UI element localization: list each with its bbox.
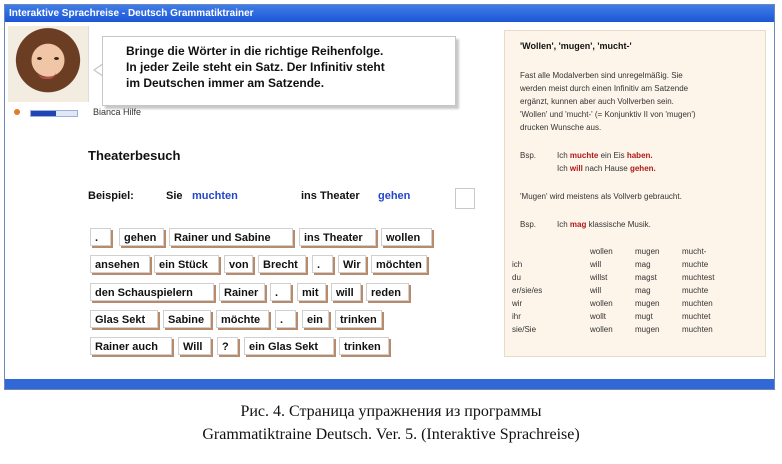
conj-form: mugen	[635, 299, 660, 308]
example-verb: haben.	[626, 151, 653, 160]
word-tile[interactable]: Sabine	[163, 310, 211, 328]
grammar-panel	[504, 30, 766, 357]
word-tile[interactable]: .	[90, 228, 111, 246]
word-tile[interactable]: .	[275, 310, 296, 328]
assistant-status	[14, 108, 92, 117]
conj-pronoun: sie/Sie	[512, 325, 537, 334]
example-word: Sie	[166, 190, 183, 202]
word-tile[interactable]: Rainer	[219, 283, 265, 301]
status-bar	[5, 379, 774, 389]
example-word: ins Theater	[301, 190, 360, 202]
word-tile[interactable]: ansehen	[90, 255, 150, 273]
conj-form: mugen	[635, 325, 660, 334]
example-text	[557, 164, 656, 173]
example-word: klassische Musik.	[588, 220, 651, 229]
word-tile[interactable]: Rainer auch	[90, 337, 172, 355]
exercise-title: Theaterbesuch	[88, 148, 181, 163]
word-tile[interactable]: möchte	[216, 310, 269, 328]
word-tile[interactable]: will	[331, 283, 361, 301]
answer-check-box[interactable]	[455, 188, 475, 209]
instruction-line: im Deutschen immer am Satzende.	[126, 76, 325, 90]
instruction-line: Bringe die Wörter in die richtige Reihenfolge.	[126, 44, 384, 58]
conj-pronoun: ihr	[512, 312, 521, 321]
figure-caption	[0, 400, 782, 446]
avatar-eye	[54, 57, 59, 60]
conj-form: magst	[635, 273, 657, 282]
conj-form: mag	[635, 260, 651, 269]
progress-bar	[30, 110, 78, 117]
example-label: Bsp.	[520, 151, 537, 160]
example-word: Ich	[557, 164, 568, 173]
conj-pronoun: wir	[512, 299, 523, 308]
word-tile[interactable]: Rainer und Sabine	[169, 228, 293, 246]
instruction-text	[126, 43, 446, 91]
conj-pronoun: du	[512, 273, 521, 282]
conj-form: mugt	[635, 312, 653, 321]
caption-line: Grammatiktraine Deutsch. Ver. 5. (Interaktive Sprachreise)	[202, 426, 580, 443]
conj-header: mucht-	[682, 247, 707, 256]
grammar-text: Fast alle Modalverben sind unregelmäßig. Sie	[520, 71, 683, 80]
example-word: nach Hause	[585, 164, 628, 173]
conj-pronoun: ich	[512, 260, 523, 269]
word-tile[interactable]: reden	[366, 283, 409, 301]
grammar-text: 'Mugen' wird meistens als Vollverb gebraucht.	[520, 192, 682, 201]
app-window	[4, 4, 775, 390]
avatar-eye	[37, 57, 42, 60]
word-tile[interactable]: Glas Sekt	[90, 310, 158, 328]
example-word: gehen	[378, 190, 411, 202]
grammar-title: 'Wollen', 'mugen', 'mucht-'	[520, 41, 632, 51]
conj-form: will	[590, 286, 602, 295]
word-tile[interactable]: den Schauspielern	[90, 283, 214, 301]
word-tile[interactable]: ?	[217, 337, 238, 355]
example-text	[557, 220, 651, 229]
grammar-text: drucken Wunsche aus.	[520, 123, 602, 132]
word-tile[interactable]: .	[270, 283, 291, 301]
avatar-mouth	[38, 72, 56, 79]
conj-form: muchte	[682, 286, 709, 295]
example-word: muchten	[192, 190, 238, 202]
conj-form: willst	[590, 273, 608, 282]
word-tile[interactable]: möchten	[371, 255, 427, 273]
word-tile[interactable]: ein Glas Sekt	[244, 337, 334, 355]
status-dot-icon	[14, 109, 20, 115]
progress-fill	[31, 111, 56, 116]
grammar-text: ergänzt, kunnen aber auch Vollverben sein.	[520, 97, 674, 106]
word-tile[interactable]: mit	[297, 283, 326, 301]
conj-form: wollen	[590, 299, 613, 308]
assistant-help-link[interactable]: Bianca Hilfe	[93, 107, 142, 117]
word-tile[interactable]: wollen	[381, 228, 432, 246]
word-tile[interactable]: gehen	[119, 228, 164, 246]
example-word: Ich	[557, 151, 568, 160]
word-tile[interactable]: von	[224, 255, 253, 273]
conj-form: will	[590, 260, 602, 269]
conj-pronoun: er/sie/es	[512, 286, 543, 295]
conj-form: muchtet	[682, 312, 711, 321]
window-title: Interaktive Sprachreise - Deutsch Grammatiktrainer	[5, 5, 774, 22]
instruction-line: In jeder Zeile steht ein Satz. Der Infinitiv steht	[126, 60, 385, 74]
instruction-bubble	[102, 36, 456, 106]
conj-form: muchten	[682, 325, 713, 334]
example-text	[557, 151, 653, 160]
example-verb: muchte	[569, 151, 599, 160]
grammar-text: 'Wollen' und 'mucht-' (= Konjunktiv II von 'mugen')	[520, 110, 696, 119]
word-tile[interactable]: Brecht	[258, 255, 306, 273]
conj-form: wollt	[590, 312, 607, 321]
word-tile[interactable]: Will	[178, 337, 211, 355]
conj-header: wollen	[590, 247, 613, 256]
word-tile[interactable]: ins Theater	[299, 228, 376, 246]
word-tile[interactable]: trinken	[339, 337, 389, 355]
example-verb: will	[569, 164, 583, 173]
example-label: Bsp.	[520, 220, 537, 229]
conj-form: muchten	[682, 299, 713, 308]
conj-form: muchtest	[682, 273, 715, 282]
word-tile[interactable]: Wir	[338, 255, 366, 273]
grammar-text: werden meist durch einen Infinitiv am Satzende	[520, 84, 689, 93]
example-verb: mag	[569, 220, 587, 229]
word-tile[interactable]: .	[312, 255, 333, 273]
conj-header: mugen	[635, 247, 660, 256]
example-word: Ich	[557, 220, 568, 229]
conj-form: muchte	[682, 260, 709, 269]
example-verb: gehen.	[629, 164, 656, 173]
word-tile[interactable]: trinken	[335, 310, 382, 328]
example-label: Beispiel:	[88, 190, 134, 202]
word-tile[interactable]: ein	[302, 310, 329, 328]
conj-form: wollen	[590, 325, 613, 334]
caption-line: Рис. 4. Страница упражнения из программы	[240, 403, 542, 420]
assistant-avatar[interactable]	[8, 26, 89, 102]
conj-form: mag	[635, 286, 651, 295]
word-tile[interactable]: ein Stück	[154, 255, 219, 273]
example-word: ein Eis	[600, 151, 625, 160]
